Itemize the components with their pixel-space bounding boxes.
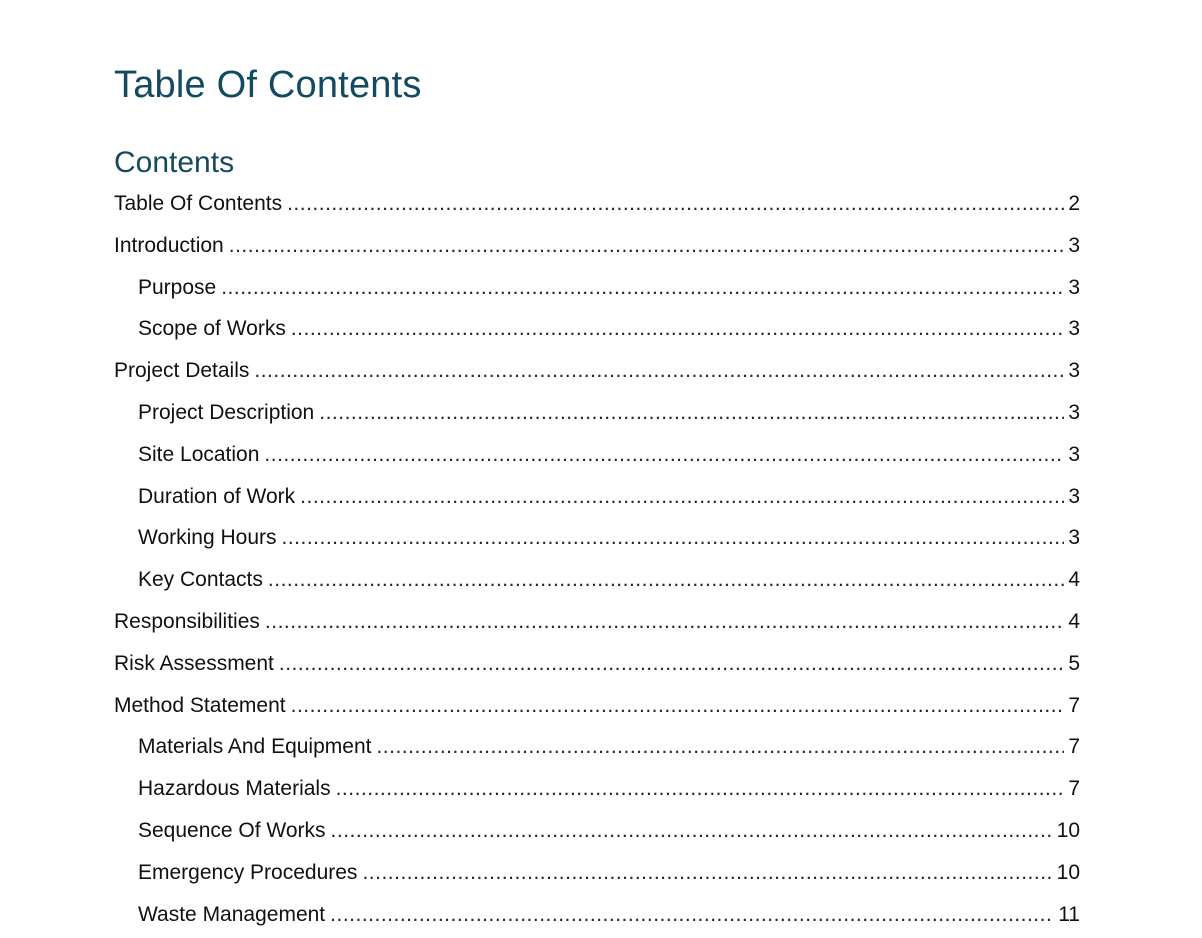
toc-entry-page-number: 7 bbox=[1068, 693, 1080, 717]
toc-entry-label: Working Hours bbox=[138, 526, 277, 550]
toc-dot-leader bbox=[279, 644, 1064, 684]
toc-dot-leader bbox=[268, 560, 1064, 600]
toc-entry-page-number: 3 bbox=[1068, 317, 1080, 341]
toc-entry[interactable] bbox=[114, 435, 1080, 477]
toc-entry-label: Key Contacts bbox=[138, 568, 263, 592]
toc-entry-page-number: 10 bbox=[1056, 818, 1080, 842]
toc-dot-leader bbox=[287, 184, 1064, 224]
toc-dot-leader bbox=[291, 309, 1064, 349]
toc-dot-leader bbox=[282, 518, 1065, 558]
toc-dot-leader bbox=[362, 853, 1052, 893]
toc-dot-leader bbox=[336, 769, 1065, 809]
toc-dot-leader bbox=[330, 895, 1054, 935]
toc-dot-leader bbox=[265, 602, 1064, 642]
toc-entry[interactable] bbox=[114, 644, 1080, 686]
toc-entry[interactable] bbox=[114, 560, 1080, 602]
toc-dot-leader bbox=[376, 727, 1064, 767]
toc-entry[interactable] bbox=[114, 351, 1080, 393]
toc-heading: Contents bbox=[114, 146, 235, 179]
toc-entry-label: Hazardous Materials bbox=[138, 777, 331, 801]
toc-entry[interactable] bbox=[114, 309, 1080, 351]
toc-entry[interactable] bbox=[114, 686, 1080, 728]
toc-entry-page-number: 3 bbox=[1068, 359, 1080, 383]
toc-dot-leader bbox=[331, 811, 1053, 851]
toc-entry[interactable] bbox=[114, 853, 1080, 895]
toc-entry[interactable] bbox=[114, 518, 1080, 560]
toc-entry-page-number: 3 bbox=[1068, 400, 1080, 424]
toc-entry-page-number: 5 bbox=[1068, 651, 1080, 675]
toc-entry-page-number: 7 bbox=[1068, 777, 1080, 801]
toc-entry-label: Method Statement bbox=[114, 693, 286, 717]
toc-entry-label: Emergency Procedures bbox=[138, 860, 358, 884]
toc-entry[interactable] bbox=[114, 602, 1080, 644]
toc-entry-page-number: 4 bbox=[1068, 609, 1080, 633]
toc-dot-leader bbox=[264, 435, 1064, 475]
toc-entry-label: Scope of Works bbox=[138, 317, 286, 341]
toc-entry-label: Purpose bbox=[138, 275, 217, 299]
toc-entry[interactable] bbox=[114, 393, 1080, 435]
toc-entry-label: Duration of Work bbox=[138, 484, 296, 508]
toc-entry[interactable] bbox=[114, 811, 1080, 853]
toc-entry-label: Introduction bbox=[114, 233, 224, 257]
toc-entry-label: Table Of Contents bbox=[114, 192, 283, 215]
toc-entry[interactable] bbox=[114, 769, 1080, 811]
toc-dot-leader bbox=[319, 393, 1064, 433]
toc-entry-label: Project Details bbox=[114, 359, 250, 383]
table-of-contents bbox=[114, 184, 1080, 936]
toc-entry-page-number: 3 bbox=[1068, 233, 1080, 257]
toc-entry-page-number: 3 bbox=[1068, 442, 1080, 466]
toc-entry[interactable] bbox=[114, 268, 1080, 310]
toc-entry-page-number: 11 bbox=[1058, 902, 1080, 926]
toc-entry-label: Site Location bbox=[138, 442, 260, 466]
toc-dot-leader bbox=[221, 268, 1064, 308]
toc-entry-page-number: 7 bbox=[1068, 735, 1080, 759]
toc-entry-label: Responsibilities bbox=[114, 609, 260, 633]
toc-entry[interactable] bbox=[114, 895, 1080, 937]
toc-entry-label: Project Description bbox=[138, 400, 315, 424]
toc-entry-page-number: 3 bbox=[1068, 526, 1080, 550]
toc-entry-page-number: 2 bbox=[1068, 192, 1080, 215]
toc-dot-leader bbox=[291, 686, 1065, 726]
toc-dot-leader bbox=[229, 226, 1065, 266]
toc-entry-page-number: 10 bbox=[1056, 860, 1080, 884]
toc-entry[interactable] bbox=[114, 727, 1080, 769]
toc-entry[interactable] bbox=[114, 226, 1080, 268]
toc-entry[interactable] bbox=[114, 477, 1080, 519]
toc-entry-page-number: 3 bbox=[1068, 275, 1080, 299]
toc-entry-page-number: 3 bbox=[1068, 484, 1080, 508]
toc-entry-label: Risk Assessment bbox=[114, 651, 274, 675]
toc-entry-page-number: 4 bbox=[1068, 568, 1080, 592]
toc-entry-label: Sequence Of Works bbox=[138, 818, 326, 842]
toc-entry-label: Waste Management bbox=[138, 902, 326, 926]
toc-entry-label: Materials And Equipment bbox=[138, 735, 372, 759]
toc-dot-leader bbox=[254, 351, 1064, 391]
toc-entry[interactable] bbox=[114, 184, 1080, 226]
document-title: Table Of Contents bbox=[114, 64, 422, 106]
toc-dot-leader bbox=[300, 477, 1064, 517]
